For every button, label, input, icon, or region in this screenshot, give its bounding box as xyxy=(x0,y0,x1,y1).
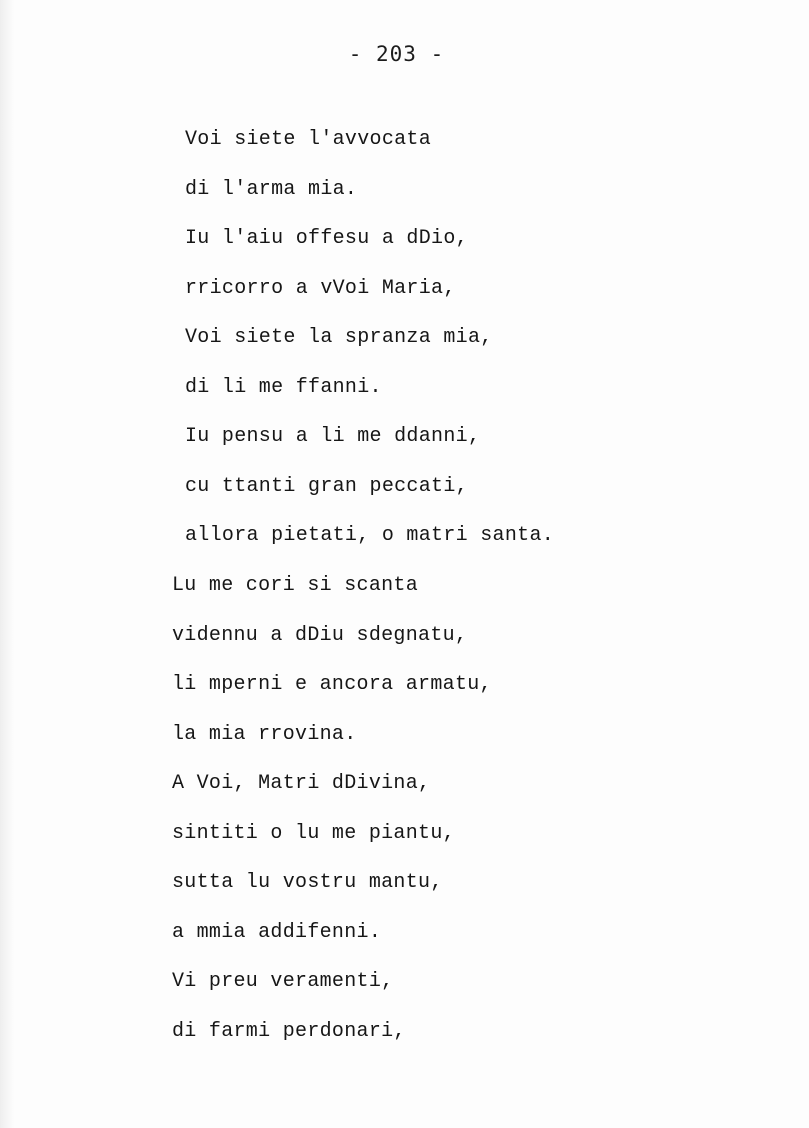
poem-line: vidennu a dDiu sdegnatu, xyxy=(172,623,468,647)
poem-line: Iu pensu a li me ddanni, xyxy=(185,425,481,448)
poem-line: a mmia addifenni. xyxy=(172,920,382,944)
poem-line: Vi preu veramenti, xyxy=(172,970,394,993)
poem-line: rricorro a vVoi Maria, xyxy=(185,276,456,300)
poem-line: cu ttanti gran peccati, xyxy=(185,474,468,498)
poem-line: li mperni e ancora armatu, xyxy=(172,673,492,696)
poem-line: sutta lu vostru mantu, xyxy=(172,871,443,894)
poem-indented-block xyxy=(185,115,554,561)
page-number: - 203 - xyxy=(348,42,445,66)
poem-line: Voi siete la spranza mia, xyxy=(185,326,493,349)
poem-left-block xyxy=(172,561,492,1056)
poem-line: Voi siete l'avvocata xyxy=(185,128,432,151)
poem-line: di li me ffanni. xyxy=(185,375,382,399)
poem-line: allora pietati, o matri santa. xyxy=(185,524,555,547)
poem-line: di l'arma mia. xyxy=(185,177,358,201)
poem-line: Iu l'aiu offesu a dDio, xyxy=(185,227,468,250)
poem-line: di farmi perdonari, xyxy=(172,1019,406,1043)
poem-line: A Voi, Matri dDivina, xyxy=(172,772,431,795)
poem-line: sintiti o lu me piantu, xyxy=(172,821,455,845)
poem-line: Lu me cori si scanta xyxy=(172,574,419,597)
poem-line: la mia rrovina. xyxy=(172,722,357,746)
